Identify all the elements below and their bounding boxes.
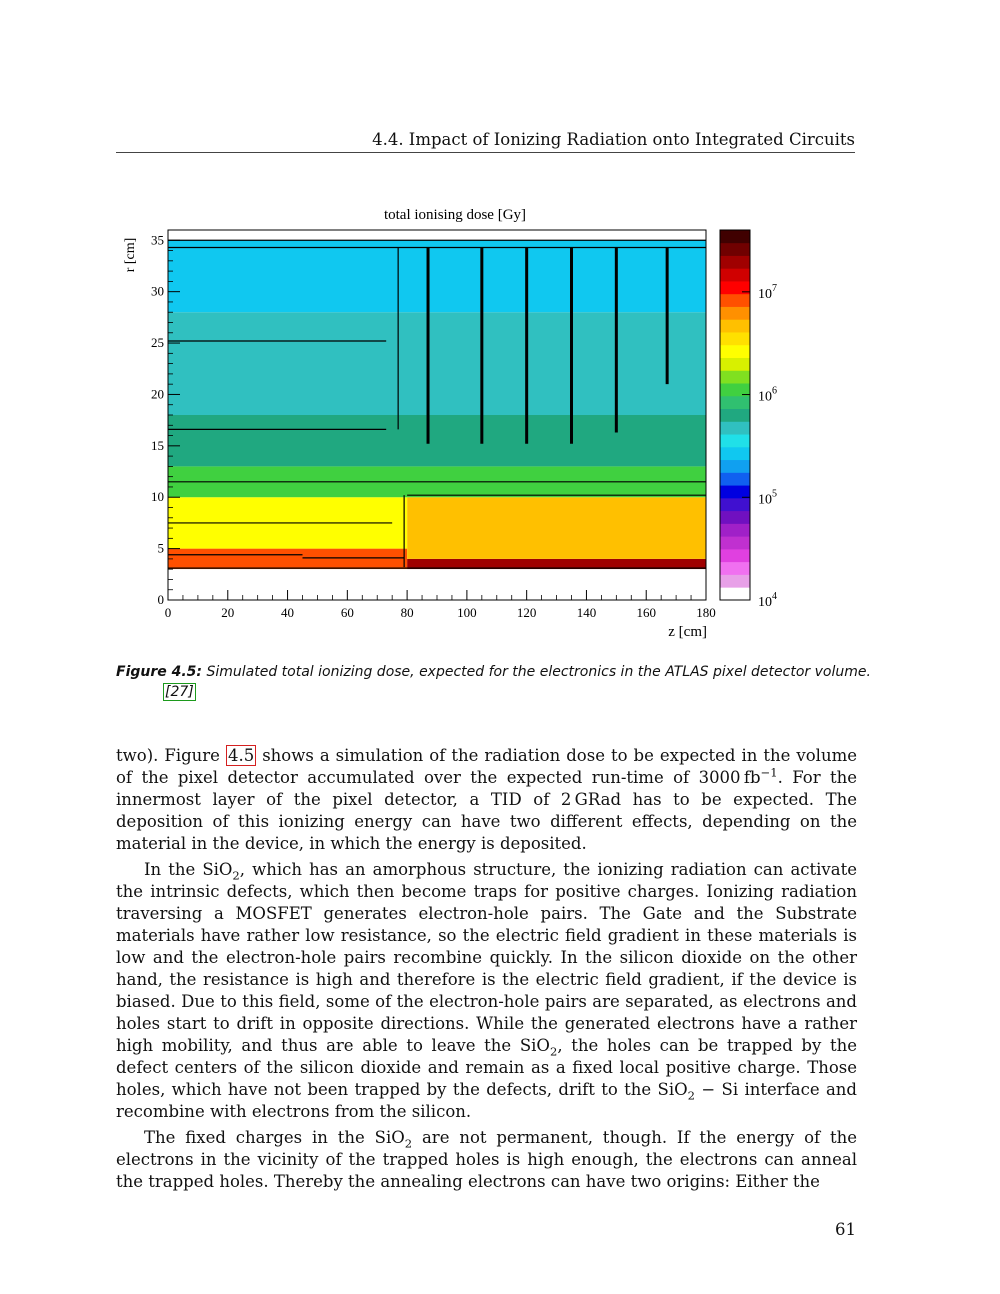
colorbar-swatch bbox=[720, 523, 750, 536]
figure-caption bbox=[116, 662, 903, 702]
caption-label: Figure 4.5: bbox=[116, 664, 203, 680]
x-tick-label: 80 bbox=[400, 605, 414, 620]
colorbar-swatch bbox=[720, 421, 750, 434]
x-axis-label: z [cm] bbox=[668, 624, 707, 640]
colorbar-swatch bbox=[720, 562, 750, 575]
colorbar-swatch bbox=[720, 549, 750, 562]
heatmap-zone-7 bbox=[168, 312, 706, 415]
colorbar-swatch bbox=[720, 370, 750, 383]
y-tick-label: 15 bbox=[151, 437, 164, 453]
y-tick-label: 10 bbox=[151, 489, 164, 505]
colorbar-swatch bbox=[720, 498, 750, 511]
figure-reference-link[interactable]: 4.5 bbox=[227, 746, 255, 765]
colorbar-swatch bbox=[720, 460, 750, 473]
colorbar-swatch bbox=[720, 332, 750, 345]
y-tick-label: 0 bbox=[157, 592, 164, 607]
paragraph-1: two). Figure 4.5 shows a simulation of the radiation dose to be expected in the volume of the pixel detector accumulated over the expected run-time of 3000 $fb^{-1}$. For the innermost layer of the pixel detector, a TID of 2 GRad has to be expected. The deposition of this ionizing energy can have two different effects, depending on the material in the device, in which the energy is deposited. bbox=[116, 746, 857, 853]
heatmap-zone-3 bbox=[407, 497, 706, 559]
colorbar-swatch bbox=[720, 574, 750, 587]
x-tick-label: 120 bbox=[516, 605, 537, 620]
colorbar-swatch bbox=[720, 536, 750, 549]
colorbar-swatch bbox=[720, 409, 750, 422]
y-tick-label: 5 bbox=[157, 540, 164, 556]
x-tick-label: 60 bbox=[340, 605, 354, 620]
colorbar-swatch bbox=[720, 434, 750, 447]
colorbar bbox=[720, 230, 777, 610]
colorbar-label: $10^6$ bbox=[758, 385, 777, 405]
heatmap-zone-8 bbox=[168, 240, 706, 312]
paragraph-2: In the SiO$_2$, which has an amorphous structure, the ionizing radiation can activate the intrinsic defects, which then become traps for positive charges. Ionizing radiation traversing a MOSFET generates electron-hole pairs. The Gate and the Substrate materials have rather low resistance, so the electric field gradient in these materials is low and the electron-hole pairs recombine quickly. In the silicon dioxide on the other hand, the resistance is high and therefore is the electric field gradient, if the device is biased. Due to this field, some of the electron-hole pairs are separated, as electrons and holes start to drift in opposite directions. While the generated electrons have a rather high mobility, and thus are able to leave the SiO$_2$, the holes can be trapped by the defect centers of the silicon dioxide and remain as a fixed local positive charge. Those holes, which have not been trapped by the defects, drift to the SiO$_2$ − Si interface and recombine with electrons from the silicon. bbox=[116, 860, 857, 1121]
colorbar-label: $10^7$ bbox=[758, 282, 777, 302]
colorbar-swatch bbox=[720, 472, 750, 485]
colorbar-swatch bbox=[720, 319, 750, 332]
heatmap-zone-6 bbox=[168, 415, 706, 466]
x-tick-label: 100 bbox=[457, 605, 477, 620]
x-tick-label: 180 bbox=[696, 605, 716, 620]
x-tick-label: 0 bbox=[164, 605, 172, 620]
colorbar-swatch bbox=[720, 485, 750, 498]
heatmap-cells bbox=[168, 240, 706, 600]
x-tick-label: 140 bbox=[576, 605, 597, 620]
body-text bbox=[116, 745, 857, 1197]
dose-heatmap-figure bbox=[110, 195, 810, 645]
colorbar-swatch bbox=[720, 256, 750, 269]
colorbar-swatch bbox=[720, 307, 750, 320]
colorbar-swatch bbox=[720, 345, 750, 358]
colorbar-swatch bbox=[720, 230, 750, 243]
y-axis-label: r [cm] bbox=[123, 237, 138, 273]
y-tick-label: 30 bbox=[151, 283, 164, 299]
colorbar-label: $10^4$ bbox=[758, 591, 777, 610]
paragraph-3: The fixed charges in the SiO$_2$ are not permanent, though. If the energy of the electrons in the vicinity of the trapped holes is high enough, the electrons can anneal the trapped holes. Thereby the annealing electrons can have two origins: Either the bbox=[116, 1128, 857, 1191]
x-tick-label: 160 bbox=[636, 605, 656, 620]
page-number: 61 bbox=[835, 1220, 856, 1239]
colorbar-swatch bbox=[720, 447, 750, 460]
colorbar-swatch bbox=[720, 587, 750, 600]
chart-title: total ionising dose [Gy] bbox=[383, 207, 527, 223]
y-tick-label: 25 bbox=[151, 335, 164, 351]
colorbar-swatch bbox=[720, 358, 750, 371]
running-head: 4.4. Impact of Ionizing Radiation onto Integrated Circuits bbox=[116, 130, 855, 153]
colorbar-swatch bbox=[720, 268, 750, 281]
colorbar-swatch bbox=[720, 396, 750, 409]
x-tick-label: 40 bbox=[281, 605, 295, 620]
caption-citation[interactable]: [27] bbox=[165, 684, 194, 700]
heatmap-zone-2 bbox=[168, 549, 407, 570]
colorbar-swatch bbox=[720, 511, 750, 524]
y-tick-label: 35 bbox=[151, 232, 164, 248]
x-tick-label: 20 bbox=[221, 605, 235, 620]
colorbar-label: $10^5$ bbox=[758, 488, 777, 508]
colorbar-swatch bbox=[720, 243, 750, 256]
caption-text: Simulated total ionizing dose, expected for the electronics in the ATLAS pixel detector volume. bbox=[206, 664, 871, 680]
colorbar-swatch bbox=[720, 294, 750, 307]
y-tick-label: 20 bbox=[151, 386, 164, 402]
